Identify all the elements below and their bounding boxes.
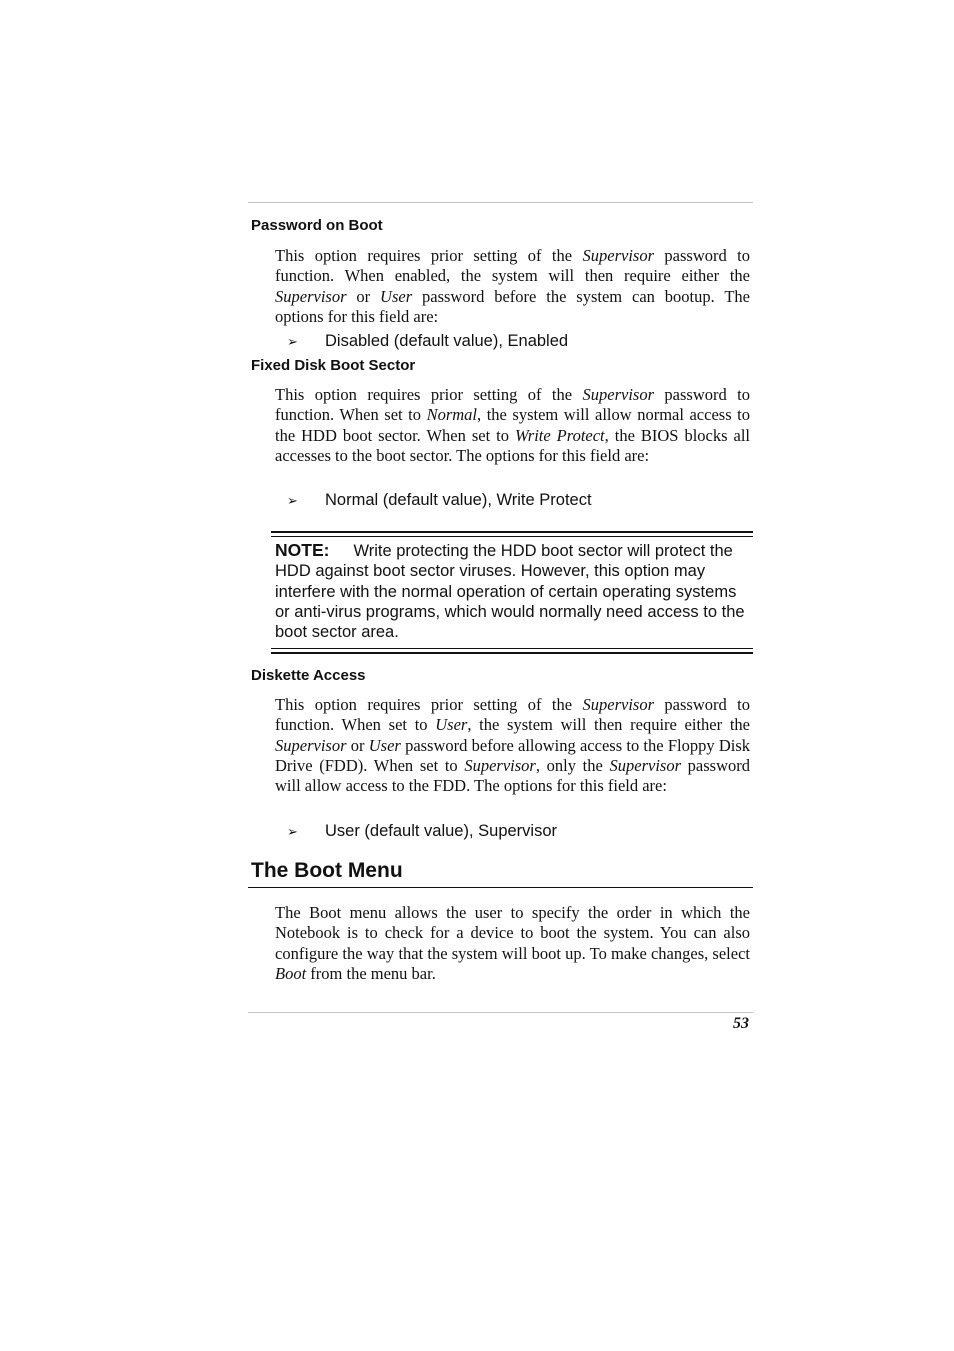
option-list-item bbox=[287, 822, 557, 841]
emphasis-text: Supervisor bbox=[609, 755, 681, 775]
header-rule bbox=[248, 202, 753, 203]
emphasis-text: Supervisor bbox=[582, 246, 654, 265]
page-number: 53 bbox=[733, 1015, 749, 1032]
emphasis-text: Supervisor bbox=[582, 695, 654, 714]
section-paragraph-diskette-access: This option requires prior setting of the Supervisor password to function. When set to User, the system will then require either the Supervisor or User password before allowing access to the Floppy Disk Drive (FDD). When set to Supervisor, only the Supervisor password will allow access to the FDD. The options for this field are: bbox=[275, 695, 751, 796]
arrow-bullet-icon: ➢ bbox=[287, 824, 298, 839]
arrow-bullet-icon: ➢ bbox=[287, 334, 298, 349]
emphasis-text: Write Protect bbox=[514, 425, 605, 445]
emphasis-text: Supervisor bbox=[275, 735, 347, 755]
emphasis-text: User bbox=[380, 286, 413, 306]
section-heading-password-on-boot: Password on Boot bbox=[251, 217, 383, 234]
emphasis-text: Supervisor bbox=[464, 755, 536, 775]
chapter-heading-rule bbox=[248, 887, 753, 888]
boot-menu-paragraph: The Boot menu allows the user to specify the order in which the Notebook is to check for a device to boot the system. You can also configure the way that the system will boot up. To make changes, select Boot from the menu bar. bbox=[275, 903, 750, 983]
note-label: NOTE: bbox=[275, 540, 330, 560]
emphasis-text: Normal bbox=[426, 405, 478, 425]
note-bottom-rule bbox=[271, 648, 753, 654]
note-text: Write protecting the HDD boot sector will protect the HDD against boot sector viruses. However, this option may interfere with the normal operation of certain operating systems or anti-virus programs, which would normally need access to the boot sector area. bbox=[275, 542, 745, 642]
emphasis-text: User bbox=[435, 715, 468, 735]
emphasis-text: Boot bbox=[275, 963, 307, 983]
option-text: User (default value), Supervisor bbox=[325, 822, 558, 840]
note-top-rule bbox=[271, 531, 753, 537]
emphasis-text: Supervisor bbox=[582, 385, 654, 404]
arrow-bullet-icon: ➢ bbox=[287, 493, 298, 508]
option-text: Normal (default value), Write Protect bbox=[325, 491, 592, 509]
emphasis-text: Supervisor bbox=[275, 286, 347, 306]
chapter-heading-boot-menu: The Boot Menu bbox=[251, 859, 403, 882]
section-heading-diskette-access: Diskette Access bbox=[251, 667, 366, 684]
section-paragraph-password-on-boot: This option requires prior setting of the Supervisor password to function. When enabled, the system will then require either the Supervisor or User password before the system can bootup. The options for this field are: bbox=[275, 246, 750, 326]
option-list-item bbox=[287, 491, 592, 510]
footer-rule bbox=[248, 1012, 753, 1013]
section-heading-fixed-disk-boot-sector: Fixed Disk Boot Sector bbox=[251, 357, 416, 374]
option-text: Disabled (default value), Enabled bbox=[325, 332, 569, 350]
emphasis-text: User bbox=[368, 735, 401, 755]
note-box bbox=[275, 540, 745, 642]
option-list-item bbox=[287, 332, 568, 351]
section-paragraph-fixed-disk-boot-sector: This option requires prior setting of the Supervisor password to function. When set to Normal, the system will allow normal access to the HDD boot sector. When set to Write Protect, the BIOS blocks all accesses to the boot sector. The options for this field are: bbox=[275, 385, 751, 465]
